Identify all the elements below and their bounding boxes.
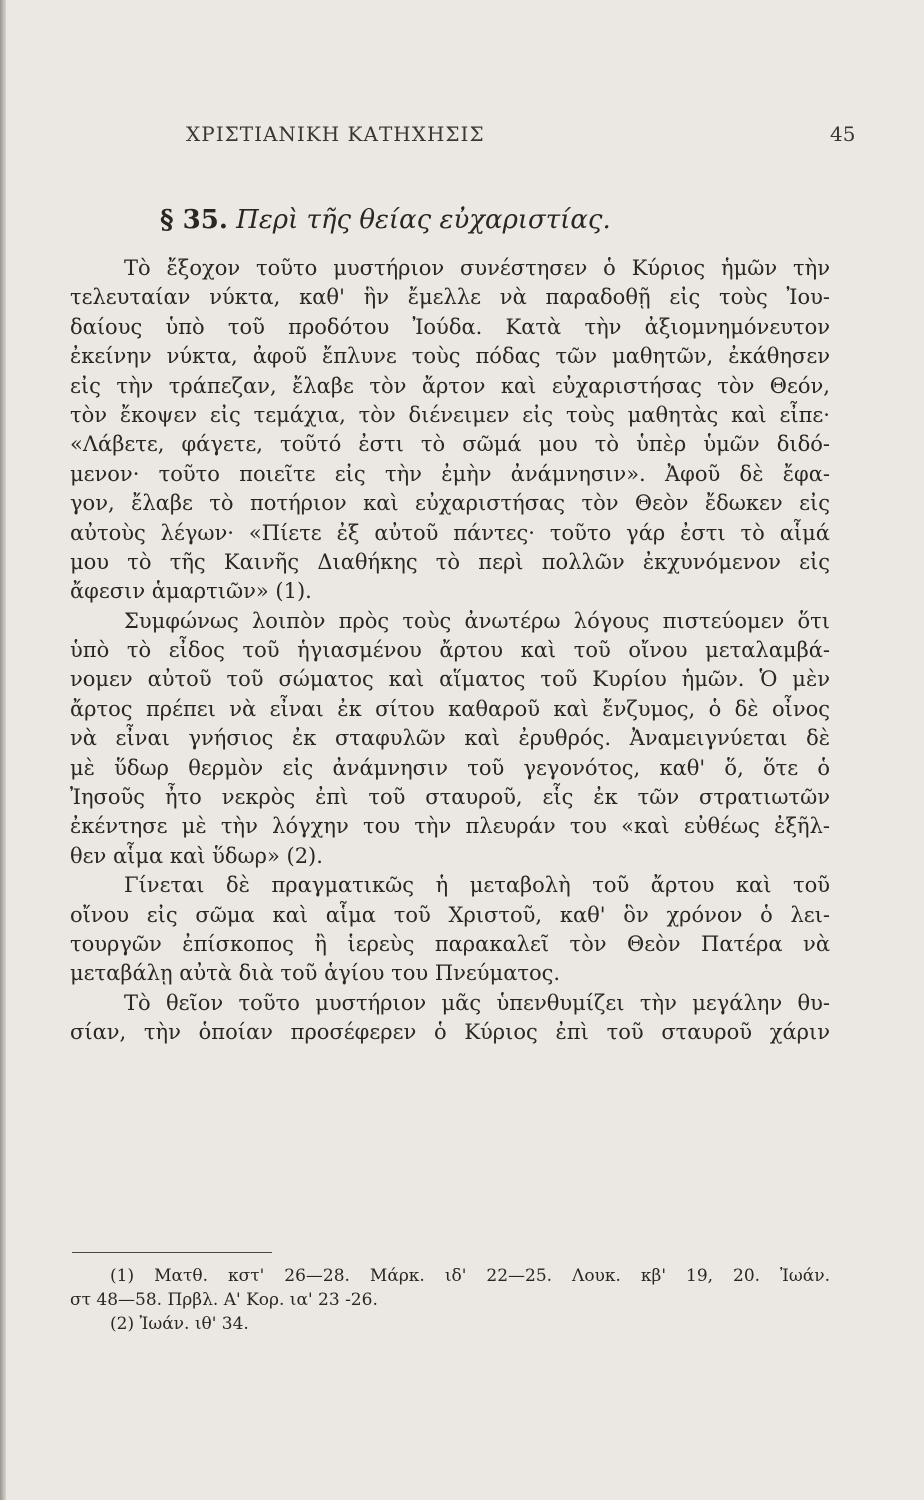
text-line: μου τὸ τῆς Καινῆς Διαθήκης τὸ περὶ πολλῶν ἐκχυνόμενον εἰς (70, 549, 830, 574)
text-line: δαίους ὑπὸ τοῦ προδότου Ἰούδα. Κατὰ τὴν ἀξιομνημόνευτον (70, 314, 830, 339)
text-line: εἰς τὴν τράπεζαν, ἔλαβε τὸν ἄρτον καὶ εὐχαριστήσας τὸν Θεόν, (70, 373, 830, 398)
text-line: οἴνου εἰς σῶμα καὶ αἷμα τοῦ Χριστοῦ, καθ' ὃν χρόνον ὁ λει- (70, 902, 830, 927)
text-line: ὑπὸ τὸ εἶδος τοῦ ἡγιασμένου ἄρτου καὶ τοῦ οἴνου μεταλαμβά- (70, 638, 830, 663)
text-line: μὲ ὕδωρ θερμὸν εἰς ἀνάμνησιν τοῦ γεγονότος, καθ' ὅ, ὅτε ὁ (70, 755, 830, 780)
footnote-line: (2) Ἰωάν. ιθ' 34. (110, 1314, 249, 1334)
page-number: 45 (830, 122, 856, 146)
text-line: τουργῶν ἐπίσκοπος ἢ ἱερεὺς παρακαλεῖ τὸν Θεὸν Πατέρα νὰ (70, 931, 830, 956)
footnote-line: στ 48—58. Πρβλ. Α' Κορ. ια' 23 -26. (70, 1290, 378, 1310)
text-line: Συμφώνως λοιπὸν πρὸς τοὺς ἀνωτέρω λόγους πιστεύομεν ὅτι (124, 608, 830, 633)
text-line: Τὸ θεῖον τοῦτο μυστήριον μᾶς ὑπενθυμίζει τὴν μεγάλην θυ- (124, 990, 830, 1015)
section-heading (160, 200, 800, 240)
footnotes (70, 1264, 830, 1336)
section-number: § 35. (160, 205, 228, 235)
page-binding-edge (0, 0, 6, 1500)
body-text (70, 254, 830, 1048)
running-title: ΧΡΙΣΤΙΑΝΙΚΗ ΚΑΤΗΧΗΣΙΣ (186, 122, 485, 146)
text-line: Τὸ ἔξοχον τοῦτο μυστήριον συνέστησεν ὁ Κύριος ἡμῶν τὴν (124, 256, 830, 280)
text-line: τελευταίαν νύκτα, καθ' ἣν ἔμελλε νὰ παραδοθῇ εἰς τοὺς Ἰου- (70, 285, 830, 310)
text-line: ἐκέντησε μὲ τὴν λόγχην του τὴν πλευράν του «καὶ εὐθέως ἐξῆλ- (70, 814, 830, 839)
text-line: ἄφεσιν ἁμαρτιῶν» (1). (70, 579, 312, 604)
text-line: Ἰησοῦς ἦτο νεκρὸς ἐπὶ τοῦ σταυροῦ, εἷς ἐκ τῶν στρατιωτῶν (70, 785, 830, 810)
section-title: Περὶ τῆς θείας εὐχαριστίας. (236, 205, 611, 235)
text-line: Γίνεται δὲ πραγματικῶς ἡ μεταβολὴ τοῦ ἄρτου καὶ τοῦ (124, 873, 830, 898)
text-line: γον, ἔλαβε τὸ ποτήριον καὶ εὐχαριστήσας τὸν Θεὸν ἔδωκεν εἰς (70, 491, 830, 516)
text-line: μεταβάλῃ αὐτὰ διὰ τοῦ ἁγίου του Πνεύματος. (70, 961, 561, 986)
text-line: τὸν ἔκοψεν εἰς τεμάχια, τὸν διένειμεν εἰς τοὺς μαθητὰς καὶ εἶπε· (70, 402, 830, 427)
text-line: νομεν αὐτοῦ τοῦ σώματος καὶ αἵματος τοῦ Κυρίου ἡμῶν. Ὁ μὲν (70, 667, 830, 692)
text-line: θεν αἷμα καὶ ὕδωρ» (2). (70, 843, 323, 868)
text-line: σίαν, τὴν ὁποίαν προσέφερεν ὁ Κύριος ἐπὶ τοῦ σταυροῦ χάριν (70, 1020, 830, 1045)
text-line: «Λάβετε, φάγετε, τοῦτό ἐστι τὸ σῶμά μου τὸ ὑπὲρ ὑμῶν διδό- (70, 432, 830, 457)
text-line: ἄρτος πρέπει νὰ εἶναι ἐκ σίτου καθαροῦ καὶ ἔνζυμος, ὁ δὲ οἶνος (70, 696, 830, 721)
text-line: αὐτοὺς λέγων· «Πίετε ἐξ αὐτοῦ πάντες· τοῦτο γάρ ἐστι τὸ αἷμά (70, 520, 830, 545)
text-line: νὰ εἶναι γνήσιος ἐκ σταφυλῶν καὶ ἐρυθρός. Ἀναμειγνύεται δὲ (70, 726, 830, 751)
text-line: μενον· τοῦτο ποιεῖτε εἰς τὴν ἐμὴν ἀνάμνησιν». Ἀφοῦ δὲ ἔφα- (70, 461, 830, 486)
footnote-line: (1) Ματθ. κστ' 26—28. Μάρκ. ιδ' 22—25. Λουκ. κβ' 19, 20. Ἰωάν. (110, 1266, 830, 1286)
text-line: ἐκείνην νύκτα, ἀφοῦ ἔπλυνε τοὺς πόδας τῶν μαθητῶν, ἐκάθησεν (70, 344, 830, 369)
footnote-divider (72, 1252, 272, 1253)
